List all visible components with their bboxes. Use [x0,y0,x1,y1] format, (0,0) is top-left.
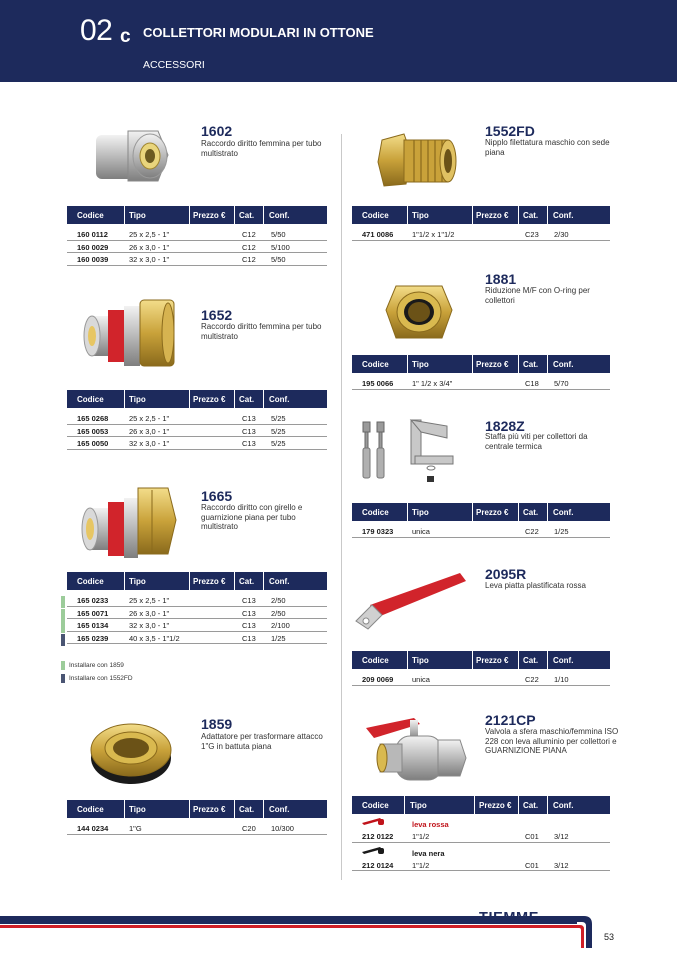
table-row: 165 0268 25 x 2,5 - 1" C13 5/25 [67,412,327,425]
red-lever-icon [360,817,386,827]
col-codice: Codice [77,211,104,220]
table-row: 165 0071 26 x 3,0 - 1" C13 2/50 [67,607,327,620]
table-header: Codice Tipo Prezzo € Cat. Conf. [352,796,610,814]
product-code: 1859 [201,716,233,732]
product-description: Raccordo diritto femmina per tubo multistrato [201,322,322,341]
product-code: 1652 [201,307,233,323]
product-table [67,390,327,450]
group-leva-rossa [352,814,610,830]
product-code: 2121CP [485,712,536,728]
nipple-1552fd-image [376,126,460,196]
table-row: 212 0124 1"1/2 C01 3/12 [352,859,610,872]
table-header: Codice Tipo Prezzo € Cat. Conf. [67,572,327,590]
product-code: 1828Z [485,418,525,434]
table-row: 165 0233 25 x 2,5 - 1" C13 2/50 [67,594,327,607]
group-label: leva nera [412,848,445,858]
table-header: Codice Tipo Prezzo € Cat. Conf. [352,355,610,373]
product-table [67,800,327,835]
column-divider [341,134,342,880]
product-code: 1552FD [485,123,535,139]
product-code: 1881 [485,271,517,287]
table-row: 179 0323 unica C22 1/25 [352,525,610,538]
product-description: Adattatore per trasformare attacco 1"G in battuta piana [201,732,323,751]
group-leva-nera [352,843,610,859]
fitting-1665-image [80,482,180,564]
product-table [67,206,327,266]
table-row: 160 0029 26 x 3,0 - 1" C12 5/100 [67,241,327,254]
page-number: 53 [604,932,615,942]
table-header [67,206,327,224]
table-header: Codice Tipo Prezzo € Cat. Conf. [67,800,327,818]
product-table [352,503,610,538]
product-table [352,651,610,686]
table-header: Codice Tipo Prezzo € Cat. Conf. [67,390,327,408]
brand-swoosh-icon [570,908,598,948]
table-header: Codice Tipo Prezzo € Cat. Conf. [352,651,610,669]
product-code: 1602 [201,123,233,139]
table-row: 212 0122 1"1/2 C01 3/12 [352,830,610,843]
product-description: Valvola a sfera maschio/femmina ISO 228 con leva alluminio per collettori e GUARNIZIONE PIANA [485,727,619,755]
brand-logo: TIEMME [479,910,539,926]
table-row: 165 0053 26 x 3,0 - 1" C13 5/25 [67,425,327,438]
table-row: 160 0039 32 x 3,0 - 1" C12 5/50 [67,253,327,266]
section-suffix: c [120,26,131,47]
product-description: Nipplo filettatura maschio con sede piana [485,138,610,157]
reducer-1881-image [384,280,454,344]
page-title: COLLETTORI MODULARI IN OTTONE [143,25,374,40]
product-description: Leva piatta plastificata rossa [485,581,586,590]
product-description: Raccordo diritto con girello e guarnizione piana per tubo multistrato [201,503,303,531]
table-header: Codice Tipo Prezzo € Cat. Conf. [352,206,610,224]
col-tipo: Tipo [129,211,146,220]
table-row: 160 0112 25 x 2,5 - 1" C12 5/50 [67,228,327,241]
product-description: Raccordo diritto femmina per tubo multistrato [201,139,322,158]
table-row: 195 0066 1" 1/2 x 3/4" C18 5/70 [352,377,610,390]
bracket-1828z-image [355,418,465,490]
product-table [352,355,610,390]
table-header: Codice Tipo Prezzo € Cat. Conf. [352,503,610,521]
table-row: 471 0086 1"1/2 x 1"1/2 C23 2/30 [352,228,610,241]
col-conf: Conf. [269,211,290,220]
fitting-1652-image [80,292,180,374]
table-row: 209 0069 unica C22 1/10 [352,673,610,686]
product-table [352,796,610,871]
table-row: 165 0239 40 x 3,5 - 1"1/2 C13 1/25 [67,632,327,645]
ball-valve-2121cp-image [360,710,470,790]
product-code: 1665 [201,488,233,504]
group-label: leva rossa [412,820,449,829]
fitting-1602-image [88,117,176,195]
lever-2095r-image [352,565,472,635]
product-description: Staffa più viti per collettori da centrale termica [485,432,588,451]
page-subtitle: ACCESSORI [143,59,205,71]
section-number: 02 [80,14,113,47]
product-table [67,572,327,644]
table-row: 165 0134 32 x 3,0 - 1" C13 2/100 [67,619,327,632]
product-table [352,206,610,241]
page-header [0,0,677,82]
product-code: 2095R [485,566,527,582]
product-description: Riduzione M/F con O-ring per collettori [485,286,590,305]
table-row: 165 0050 32 x 3,0 - 1" C13 5/25 [67,437,327,450]
col-cat: Cat. [239,211,255,220]
adapter-1859-image [88,710,174,788]
col-prezzo: Prezzo € [193,211,226,220]
table-row: 144 0234 1"G C20 10/300 [67,822,327,835]
black-lever-icon [360,846,386,856]
